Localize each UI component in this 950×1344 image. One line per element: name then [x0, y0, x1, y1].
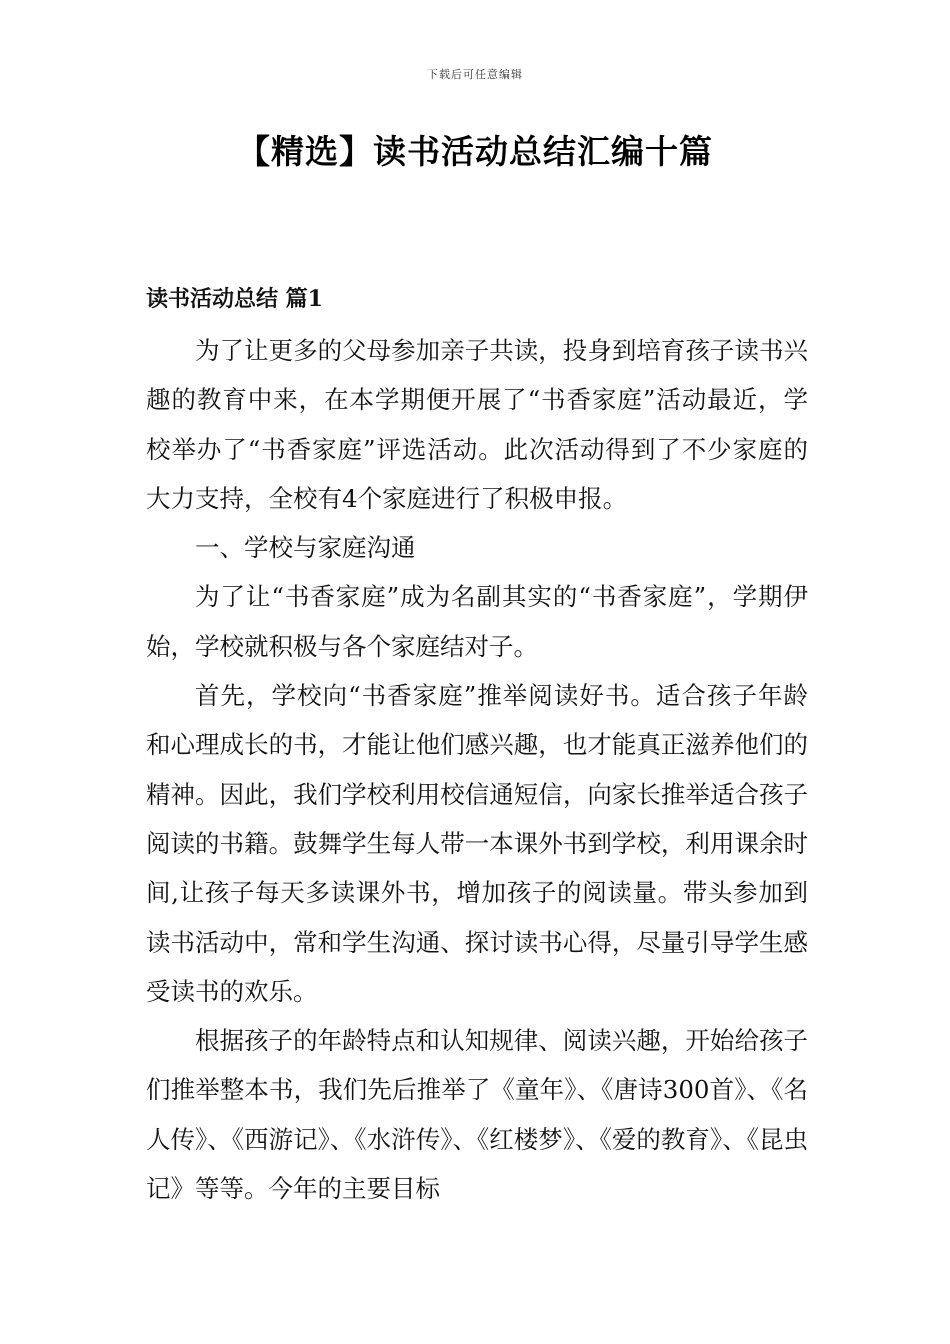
- page-header-note: 下载后可任意编辑: [427, 68, 523, 81]
- paragraph: 为了让更多的父母参加亲子共读，投身到培育孩子读书兴趣的教育中来，在本学期便开展了“书香家庭”活动最近，学校举办了“书香家庭”评选活动。此次活动得到了不少家庭的大力支持，全校有4个家庭进行了积极申报。: [146, 336, 808, 513]
- paragraph: 首先，学校向“书香家庭”推举阅读好书。适合孩子年龄和心理成长的书，才能让他们感兴趣，也才能真正滋养他们的精神。因此，我们学校利用校信通短信，向家长推举适合孩子阅读的书籍。鼓舞学生每人带一本课外书到学校，利用课余时间,让孩子每天多读课外书，增加孩子的阅读量。带头参加到读书活动中，常和学生沟通、探讨读书心得，尽量引导学生感受读书的欢乐。: [146, 681, 808, 1006]
- document-body: [146, 326, 808, 1213]
- paragraph: 为了让“书香家庭”成为名副其实的“书香家庭”，学期伊始，学校就积极与各个家庭结对子。: [146, 582, 808, 661]
- document-title: 【精选】读书活动总结汇编十篇: [237, 132, 713, 171]
- section-heading: 读书活动总结 篇1: [146, 286, 323, 312]
- paragraph: 根据孩子的年龄特点和认知规律、阅读兴趣，开始给孩子们推举整本书，我们先后推举了《童年》、《唐诗300首》、《名人传》、《西游记》、《水浒传》、《红楼梦》、《爱的教育》、《昆虫记》等等。今年的主要目标: [146, 1026, 808, 1204]
- subheading-paragraph: 一、学校与家庭沟通: [195, 533, 416, 563]
